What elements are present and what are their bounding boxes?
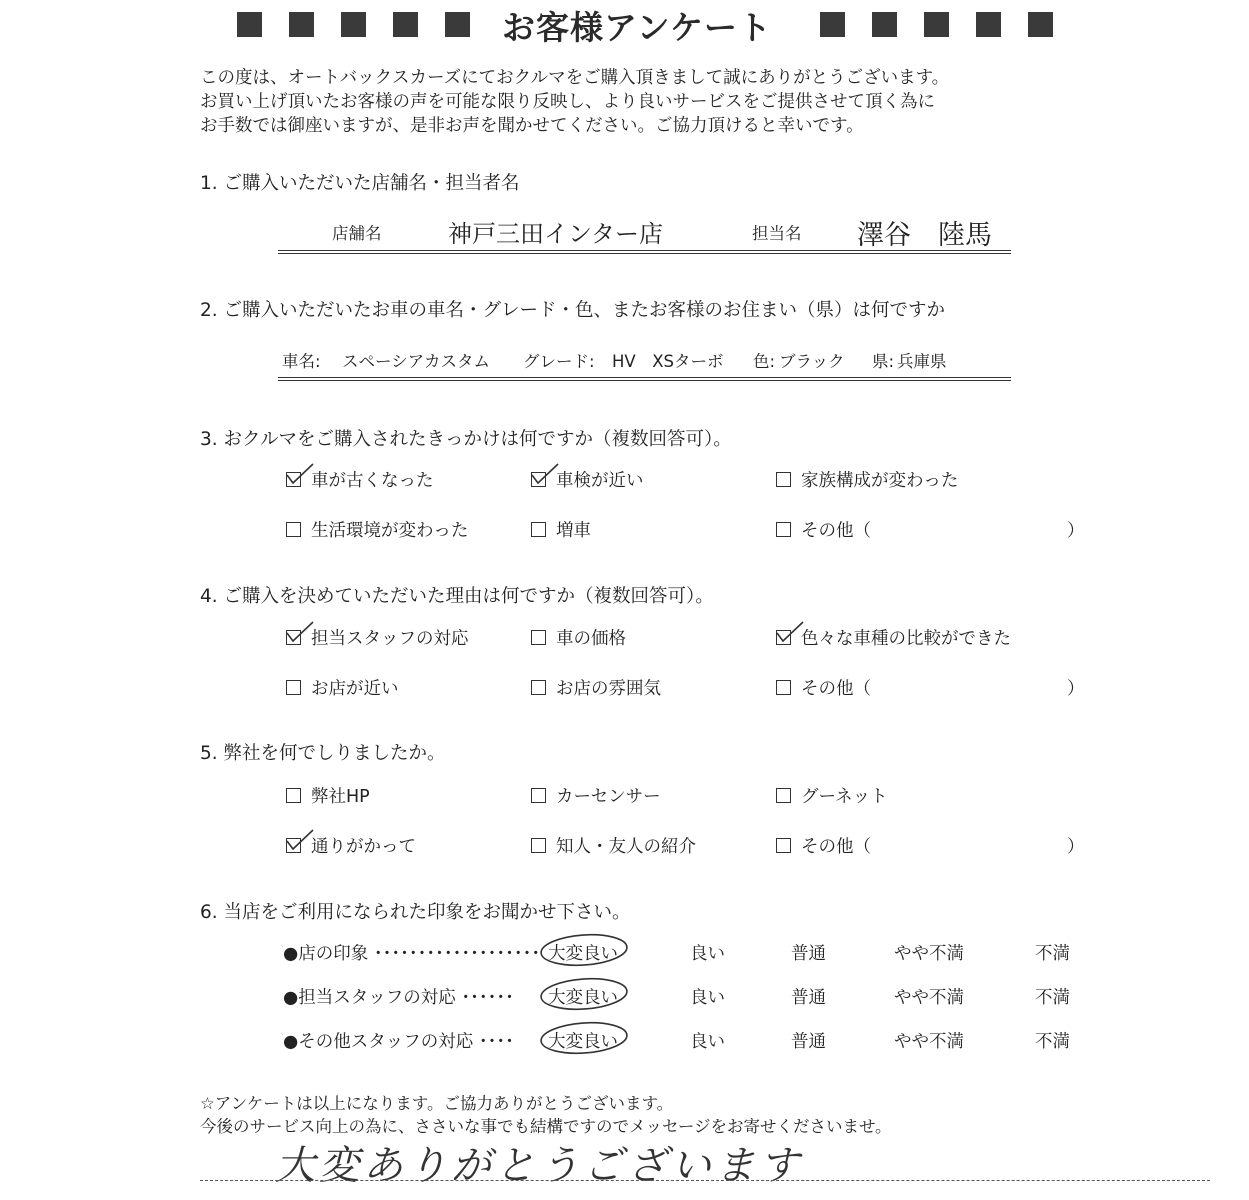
- intro-line: この度は、オートバックスカーズにておクルマをご購入頂きまして誠にありがとうございます。: [200, 68, 950, 88]
- option-inspection-near[interactable]: [531, 467, 644, 492]
- close-paren: ）: [1067, 837, 1085, 857]
- option-staff-response[interactable]: [286, 625, 469, 650]
- option-other[interactable]: [776, 675, 871, 700]
- color-value: ブラック: [779, 352, 845, 371]
- option-label: 増車: [556, 521, 591, 541]
- header-square: [393, 12, 418, 37]
- checkbox[interactable]: [531, 472, 546, 487]
- checkbox[interactable]: [776, 838, 791, 853]
- checkbox[interactable]: [776, 788, 791, 803]
- option-old-car[interactable]: [286, 467, 434, 492]
- checkbox[interactable]: [286, 630, 301, 645]
- question-6: 6. 当店をご利用になられた印象をお聞かせ下さい。: [200, 902, 631, 923]
- header-square: [237, 12, 262, 37]
- car-label: 車名:: [282, 352, 321, 371]
- option-company-hp[interactable]: [286, 783, 370, 808]
- option-label: その他（: [801, 837, 871, 857]
- staff-value: 澤谷 陸馬: [857, 220, 992, 251]
- checkmark-icon: [285, 829, 315, 855]
- rating-dissatisfied[interactable]: 不満: [1035, 1032, 1070, 1052]
- option-label: 通りがかって: [311, 837, 416, 857]
- store-label: 店舗名: [332, 224, 382, 243]
- intro-line: お買い上げ頂いたお客様の声を可能な限り反映し、より良いサービスをご提供させて頂く為に: [200, 92, 935, 112]
- store-value: 神戸三田インター店: [448, 220, 664, 248]
- header-square: [341, 12, 366, 37]
- checkmark-icon: [530, 463, 560, 489]
- option-label: お店の雰囲気: [556, 679, 661, 699]
- rating-row-label: ●担当スタッフの対応 ･･････: [283, 988, 514, 1008]
- option-other[interactable]: [776, 517, 871, 542]
- option-family-change[interactable]: [776, 467, 958, 492]
- question-1: 1. ご購入いただいた店舗名・担当者名: [200, 173, 520, 194]
- header-square: [872, 12, 897, 37]
- rating-slightly-dissatisfied[interactable]: やや不満: [894, 944, 964, 964]
- question-3: 3. おクルマをご購入されたきっかけは何ですか（複数回答可）。: [200, 429, 732, 450]
- rating-average[interactable]: 普通: [791, 1032, 826, 1052]
- option-store-atmosphere[interactable]: [531, 675, 661, 700]
- car-value: スペーシアカスタム: [342, 352, 491, 371]
- question-5: 5. 弊社を何でしりましたか。: [200, 743, 446, 764]
- intro-line: お手数では御座いますが、是非お声を聞かせてください。ご協力頂けると幸いです。: [200, 116, 864, 136]
- checkbox[interactable]: [531, 838, 546, 853]
- rating-very-good[interactable]: 大変良い: [548, 988, 618, 1008]
- header-square: [924, 12, 949, 37]
- checkbox[interactable]: [531, 680, 546, 695]
- option-label: 生活環境が変わった: [311, 521, 469, 541]
- option-label: 車の価格: [556, 629, 626, 649]
- checkbox[interactable]: [531, 630, 546, 645]
- rating-dissatisfied[interactable]: 不満: [1035, 988, 1070, 1008]
- rating-very-good[interactable]: 大変良い: [548, 944, 618, 964]
- checkbox[interactable]: [531, 522, 546, 537]
- question-2: 2. ご購入いただいたお車の車名・グレード・色、またお客様のお住まい（県）は何ですか: [200, 300, 946, 321]
- option-label: カーセンサー: [556, 787, 661, 807]
- rating-row-label: ●その他スタッフの対応 ････: [283, 1032, 514, 1052]
- footer-line: 今後のサービス向上の為に、ささいな事でも結構ですのでメッセージをお寄せくださいませ。: [200, 1117, 892, 1136]
- checkbox[interactable]: [286, 680, 301, 695]
- option-label: 家族構成が変わった: [801, 471, 959, 491]
- selection-circle: [538, 974, 634, 1014]
- checkbox[interactable]: [776, 472, 791, 487]
- option-label: お店が近い: [311, 679, 399, 699]
- option-goo-net[interactable]: [776, 783, 888, 808]
- option-compare-models[interactable]: [776, 625, 1011, 650]
- option-referral[interactable]: [531, 833, 696, 858]
- rating-very-good[interactable]: 大変良い: [548, 1032, 618, 1052]
- question-4: 4. ご購入を決めていただいた理由は何ですか（複数回答可）。: [200, 586, 714, 607]
- option-car-price[interactable]: [531, 625, 626, 650]
- selection-circle: [538, 1018, 634, 1058]
- option-label: 担当スタッフの対応: [311, 629, 469, 649]
- grade-label: グレード:: [523, 352, 595, 371]
- option-store-near[interactable]: [286, 675, 399, 700]
- grade-value: HV XSターボ: [612, 352, 724, 371]
- page-title: お客様アンケート: [502, 8, 773, 47]
- pref-value: 兵庫県: [897, 352, 947, 371]
- option-passing-by[interactable]: [286, 833, 416, 858]
- option-label: その他（: [801, 679, 871, 699]
- pref-label: 県:: [872, 352, 895, 371]
- option-other[interactable]: [776, 833, 871, 858]
- header-square: [1028, 12, 1053, 37]
- checkbox[interactable]: [286, 472, 301, 487]
- checkmark-icon: [285, 463, 315, 489]
- rating-dissatisfied[interactable]: 不満: [1035, 944, 1070, 964]
- rating-slightly-dissatisfied[interactable]: やや不満: [894, 1032, 964, 1052]
- close-paren: ）: [1067, 521, 1085, 541]
- rating-good[interactable]: 良い: [690, 944, 725, 964]
- option-label: 弊社HP: [311, 787, 370, 807]
- option-life-change[interactable]: [286, 517, 468, 542]
- option-label: 知人・友人の紹介: [556, 837, 696, 857]
- staff-label: 担当名: [752, 224, 802, 243]
- checkbox[interactable]: [776, 630, 791, 645]
- option-label: グーネット: [801, 787, 888, 807]
- checkmark-icon: [285, 621, 315, 647]
- checkbox[interactable]: [776, 522, 791, 537]
- option-label: 車検が近い: [556, 471, 644, 491]
- handwritten-message: 大変ありがとうございます: [275, 1143, 803, 1189]
- rating-row-label: ●店の印象 ･･･････････････････: [283, 944, 541, 964]
- checkmark-icon: [775, 621, 805, 647]
- option-carsensor[interactable]: [531, 783, 661, 808]
- header-square: [289, 12, 314, 37]
- header-square: [445, 12, 470, 37]
- checkbox[interactable]: [776, 680, 791, 695]
- rating-good[interactable]: 良い: [690, 1032, 725, 1052]
- option-additional-car[interactable]: [531, 517, 591, 542]
- rating-good[interactable]: 良い: [690, 988, 725, 1008]
- footer-line: ☆アンケートは以上になります。ご協力ありがとうございます。: [200, 1094, 674, 1113]
- option-label: 車が古くなった: [311, 471, 434, 491]
- q2-underline: [278, 377, 1011, 381]
- close-paren: ）: [1067, 679, 1085, 699]
- option-label: その他（: [801, 521, 871, 541]
- header-square: [820, 12, 845, 37]
- option-label: 色々な車種の比較ができた: [801, 629, 1011, 649]
- rating-average[interactable]: 普通: [791, 988, 826, 1008]
- checkbox[interactable]: [286, 838, 301, 853]
- checkbox[interactable]: [531, 788, 546, 803]
- header-square: [976, 12, 1001, 37]
- q1-underline: [278, 250, 1011, 254]
- rating-average[interactable]: 普通: [791, 944, 826, 964]
- message-line: [200, 1180, 1210, 1181]
- checkbox[interactable]: [286, 788, 301, 803]
- rating-slightly-dissatisfied[interactable]: やや不満: [894, 988, 964, 1008]
- selection-circle: [538, 930, 634, 970]
- color-label: 色:: [753, 352, 776, 371]
- checkbox[interactable]: [286, 522, 301, 537]
